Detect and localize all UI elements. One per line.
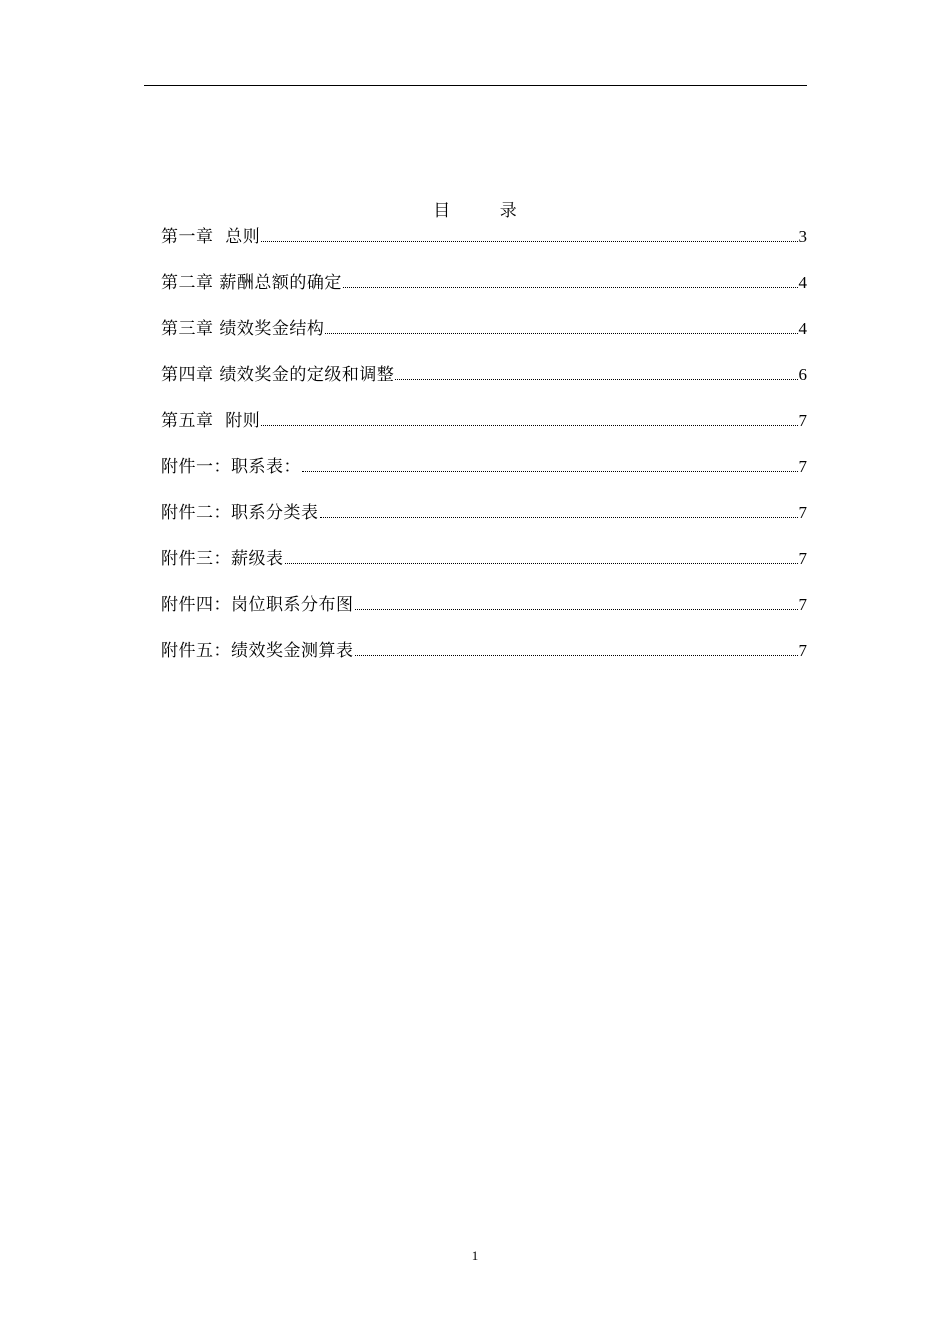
toc-entry-page: 7 — [798, 641, 807, 660]
table-of-contents — [161, 226, 807, 686]
toc-entry-label: 第二章 薪酬总额的确定 — [161, 273, 342, 293]
toc-entry[interactable] — [161, 548, 807, 594]
toc-entry-label: 附件一：职系表： — [161, 457, 301, 477]
toc-entry-page: 4 — [798, 273, 807, 292]
toc-entry[interactable] — [161, 318, 807, 364]
toc-entry-label: 附件三：薪级表 — [161, 549, 284, 569]
toc-entry-page: 3 — [798, 227, 807, 246]
toc-dot-leader — [325, 333, 797, 334]
header-rule — [144, 85, 807, 86]
toc-entry[interactable] — [161, 640, 807, 686]
toc-entry-page: 7 — [798, 549, 807, 568]
toc-dot-leader — [320, 517, 798, 518]
toc-entry-label: 第一章 总则 — [161, 227, 261, 247]
toc-entry[interactable] — [161, 364, 807, 410]
toc-entry[interactable] — [161, 410, 807, 456]
toc-dot-leader — [343, 287, 798, 288]
toc-entry[interactable] — [161, 594, 807, 640]
toc-dot-leader — [302, 471, 798, 472]
toc-entry-page: 7 — [798, 411, 807, 430]
toc-entry-label: 附件五：绩效奖金测算表 — [161, 641, 354, 661]
toc-dot-leader — [261, 425, 797, 426]
toc-entry-page: 6 — [798, 365, 807, 384]
toc-entry-label: 第四章 绩效奖金的定级和调整 — [161, 365, 395, 385]
toc-entry-page: 7 — [798, 595, 807, 614]
toc-entry-label: 附件二：职系分类表 — [161, 503, 319, 523]
toc-entry[interactable] — [161, 456, 807, 502]
toc-title: 目 录 — [433, 201, 539, 221]
toc-entry-page: 7 — [798, 457, 807, 476]
toc-dot-leader — [285, 563, 798, 564]
toc-dot-leader — [355, 609, 798, 610]
toc-entry-label: 第五章 附则 — [161, 411, 261, 431]
page-number: 1 — [471, 1248, 479, 1263]
toc-dot-leader — [261, 241, 797, 242]
toc-entry[interactable] — [161, 226, 807, 272]
toc-entry[interactable] — [161, 502, 807, 548]
toc-entry-page: 4 — [798, 319, 807, 338]
toc-entry-label: 第三章 绩效奖金结构 — [161, 319, 325, 339]
toc-dot-leader — [395, 379, 797, 380]
toc-entry[interactable] — [161, 272, 807, 318]
toc-entry-label: 附件四：岗位职系分布图 — [161, 595, 354, 615]
toc-dot-leader — [355, 655, 798, 656]
toc-entry-page: 7 — [798, 503, 807, 522]
